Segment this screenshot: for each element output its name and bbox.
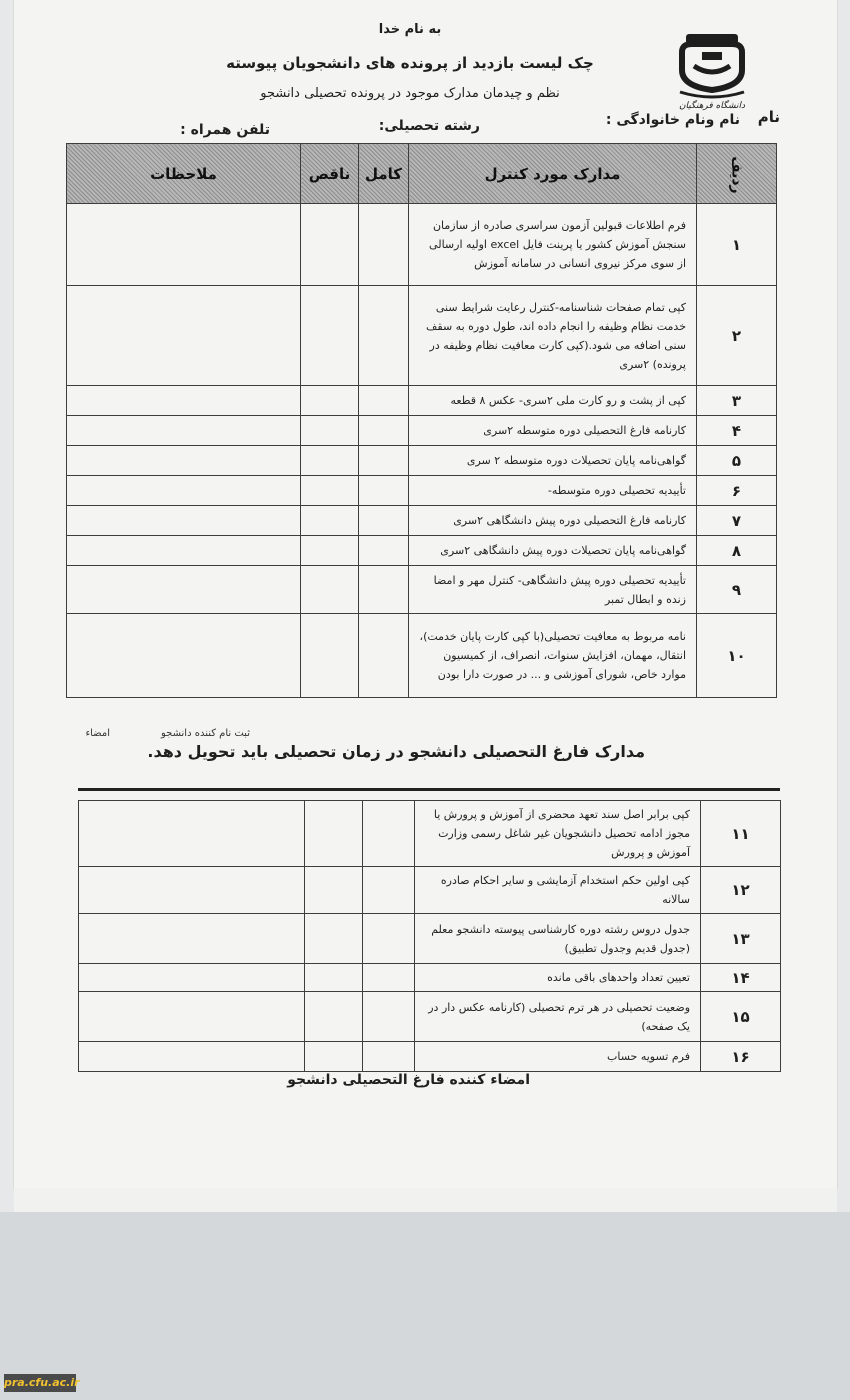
item-text: فرم اطلاعات قبولین آزمون سراسری صادره از سازمان سنجش آموزش کشور یا پرینت فایل excel اولیه ارسالی از سوی مرکز نیروی انسانی در سامانه آموزش — [409, 204, 697, 286]
item-text: فرم تسویه حساب — [415, 1042, 701, 1072]
table-row: ۲ کپی تمام صفحات شناسنامه-کنترل رعایت شرایط سنی خدمت نظام وظیفه را انجام داده اند، طول دوره به سقف سنی اضافه می شود.(کپی کارت معافیت نظام وظیفه در پرونده) ۲سری — [67, 286, 777, 386]
notes-cell[interactable] — [79, 914, 305, 964]
item-text: گواهی‌نامه پایان تحصیلات دوره متوسطه ۲ سری — [409, 446, 697, 476]
incomplete-cell[interactable] — [305, 801, 363, 867]
incomplete-cell[interactable] — [301, 614, 359, 698]
table-row: ۷ کارنامه فارغ التحصیلی دوره پیش دانشگاهی ۲سری — [67, 506, 777, 536]
sheet-bottom-strip — [14, 1188, 837, 1212]
incomplete-cell[interactable] — [301, 386, 359, 416]
notes-cell[interactable] — [67, 446, 301, 476]
logo-text: دانشگاه فرهنگیان — [678, 101, 746, 111]
graduate-signature-label: امضاء کننده فارغ التحصیلی دانشجو — [287, 1072, 530, 1088]
basmala: به نام خدا — [378, 22, 442, 37]
table-row: ۹ تأییدیه تحصیلی دوره پیش دانشگاهی- کنترل مهر و امضا زنده و ابطال تمبر — [67, 566, 777, 614]
item-text: جدول دروس رشته دوره کارشناسی پیوسته دانشجو معلم (جدول قدیم وجدول تطبیق) — [415, 914, 701, 964]
section-divider — [78, 788, 780, 791]
item-text: گواهی‌نامه پایان تحصیلات دوره پیش دانشگاهی ۲سری — [409, 536, 697, 566]
background-area — [0, 1212, 850, 1400]
complete-cell[interactable] — [363, 1042, 415, 1072]
complete-cell[interactable] — [359, 416, 409, 446]
complete-cell[interactable] — [363, 867, 415, 914]
column-header-complete: کامل — [359, 144, 409, 204]
item-text: کارنامه فارغ التحصیلی دوره پیش دانشگاهی ۲سری — [409, 506, 697, 536]
column-header-incomplete: ناقص — [301, 144, 359, 204]
item-text: تأییدیه تحصیلی دوره پیش دانشگاهی- کنترل مهر و امضا زنده و ابطال تمبر — [409, 566, 697, 614]
item-text: تأییدیه تحصیلی دوره متوسطه- — [409, 476, 697, 506]
field-of-study-label: رشته تحصیلی: — [378, 118, 480, 134]
notes-cell[interactable] — [67, 204, 301, 286]
item-text: کارنامه فارغ التحصیلی دوره متوسطه ۲سری — [409, 416, 697, 446]
notes-cell[interactable] — [67, 476, 301, 506]
table-row: ۵ گواهی‌نامه پایان تحصیلات دوره متوسطه ۲ سری — [67, 446, 777, 476]
complete-cell[interactable] — [363, 992, 415, 1042]
notes-cell[interactable] — [67, 386, 301, 416]
notes-cell[interactable] — [67, 566, 301, 614]
notes-cell[interactable] — [67, 614, 301, 698]
table-row: ۱۴ تعیین تعداد واحدهای باقی مانده — [79, 964, 781, 992]
table-row: ۱ فرم اطلاعات قبولین آزمون سراسری صادره از سازمان سنجش آموزش کشور یا پرینت فایل excel اولیه ارسالی از سوی مرکز نیروی انسانی در سامانه آموزش — [67, 204, 777, 286]
checklist-table — [66, 143, 777, 698]
complete-cell[interactable] — [359, 614, 409, 698]
incomplete-cell[interactable] — [305, 914, 363, 964]
table-row: ۱۲ کپی اولین حکم استخدام آزمایشی و سایر احکام صادره سالانه — [79, 867, 781, 914]
incomplete-cell[interactable] — [301, 476, 359, 506]
complete-cell[interactable] — [359, 536, 409, 566]
notes-cell[interactable] — [67, 286, 301, 386]
item-text: کپی از پشت و رو کارت ملی ۲سری- عکس ۸ قطعه — [409, 386, 697, 416]
notes-cell[interactable] — [67, 506, 301, 536]
item-text: نامه مربوط به معافیت تحصیلی(با کپی کارت پایان خدمت)، انتقال، مهمان، افزایش سنوات، انصراف، از کمیسیون موارد خاص، شورای آموزشی و ... در صورت دارا بودن — [409, 614, 697, 698]
table-row: ۱۶ فرم تسویه حساب — [79, 1042, 781, 1072]
table-row: ۱۳ جدول دروس رشته دوره کارشناسی پیوسته دانشجو معلم (جدول قدیم وجدول تطبیق) — [79, 914, 781, 964]
page-title: چک لیست بازدید از پرونده های دانشجویان پیوسته — [226, 54, 594, 72]
university-logo — [672, 30, 752, 112]
notes-cell[interactable] — [79, 964, 305, 992]
complete-cell[interactable] — [359, 446, 409, 476]
complete-cell[interactable] — [363, 914, 415, 964]
item-text: تعیین تعداد واحدهای باقی مانده — [415, 964, 701, 992]
name-label: نام — [757, 108, 780, 126]
item-text: وضعیت تحصیلی در هر ترم تحصیلی (کارنامه عکس دار در یک صفحه) — [415, 992, 701, 1042]
notes-cell[interactable] — [79, 992, 305, 1042]
incomplete-cell[interactable] — [305, 964, 363, 992]
notes-cell[interactable] — [67, 536, 301, 566]
complete-cell[interactable] — [359, 204, 409, 286]
notes-cell[interactable] — [79, 801, 305, 867]
registrar-sign-label: امضاء — [85, 728, 110, 739]
table-row: ۶ تأییدیه تحصیلی دوره متوسطه- — [67, 476, 777, 506]
complete-cell[interactable] — [359, 566, 409, 614]
table-row: ۴ کارنامه فارغ التحصیلی دوره متوسطه ۲سری — [67, 416, 777, 446]
notes-cell[interactable] — [67, 416, 301, 446]
incomplete-cell[interactable] — [305, 867, 363, 914]
complete-cell[interactable] — [359, 506, 409, 536]
incomplete-cell[interactable] — [301, 416, 359, 446]
incomplete-cell[interactable] — [305, 992, 363, 1042]
complete-cell[interactable] — [359, 476, 409, 506]
table-row: ۱۱ کپی برابر اصل سند تعهد محضری از آموزش و پرورش یا مجوز ادامه تحصیل دانشجویان غیر شاغل رسمی وزارت آموزش و پرورش — [79, 801, 781, 867]
mobile-phone-label: تلفن همراه : — [180, 122, 270, 138]
registrar-label: ثبت نام کننده دانشجو — [160, 728, 250, 739]
incomplete-cell[interactable] — [305, 1042, 363, 1072]
item-text: کپی اولین حکم استخدام آزمایشی و سایر احکام صادره سالانه — [415, 867, 701, 914]
complete-cell[interactable] — [359, 286, 409, 386]
graduation-checklist-table — [78, 800, 781, 1072]
table-row: ۱۰ نامه مربوط به معافیت تحصیلی(با کپی کارت پایان خدمت)، انتقال، مهمان، افزایش سنوات، انصراف، از کمیسیون موارد خاص، شورای آموزشی و ... در صورت دارا بودن — [67, 614, 777, 698]
full-name-label: نام ونام خانوادگی : — [605, 112, 740, 128]
notes-cell[interactable] — [79, 867, 305, 914]
column-header-docs: مدارک مورد کنترل — [409, 144, 697, 204]
graduation-note: مدارک فارغ التحصیلی دانشجو در زمان تحصیلی باید تحویل دهد. — [147, 742, 645, 761]
incomplete-cell[interactable] — [301, 446, 359, 476]
item-text: کپی تمام صفحات شناسنامه-کنترل رعایت شرایط سنی خدمت نظام وظیفه را انجام داده اند، طول دوره به سقف سنی اضافه می شود.(کپی کارت معافیت نظام وظیفه در پرونده) ۲سری — [409, 286, 697, 386]
incomplete-cell[interactable] — [301, 204, 359, 286]
page-subtitle: نظم و چیدمان مدارک موجود در پرونده تحصیلی دانشجو — [260, 86, 560, 101]
table-row: ۸ گواهی‌نامه پایان تحصیلات دوره پیش دانشگاهی ۲سری — [67, 536, 777, 566]
site-watermark: pra.cfu.ac.ir — [4, 1374, 76, 1392]
complete-cell[interactable] — [359, 386, 409, 416]
incomplete-cell[interactable] — [301, 536, 359, 566]
incomplete-cell[interactable] — [301, 286, 359, 386]
column-header-row: ردیف — [697, 144, 777, 204]
column-header-notes: ملاحظات — [67, 144, 301, 204]
incomplete-cell[interactable] — [301, 566, 359, 614]
notes-cell[interactable] — [79, 1042, 305, 1072]
complete-cell[interactable] — [363, 964, 415, 992]
item-text: کپی برابر اصل سند تعهد محضری از آموزش و پرورش یا مجوز ادامه تحصیل دانشجویان غیر شاغل رسمی وزارت آموزش و پرورش — [415, 801, 701, 867]
table-row: ۱۵ وضعیت تحصیلی در هر ترم تحصیلی (کارنامه عکس دار در یک صفحه) — [79, 992, 781, 1042]
table-row: ۳ کپی از پشت و رو کارت ملی ۲سری- عکس ۸ قطعه — [67, 386, 777, 416]
complete-cell[interactable] — [363, 801, 415, 867]
incomplete-cell[interactable] — [301, 506, 359, 536]
